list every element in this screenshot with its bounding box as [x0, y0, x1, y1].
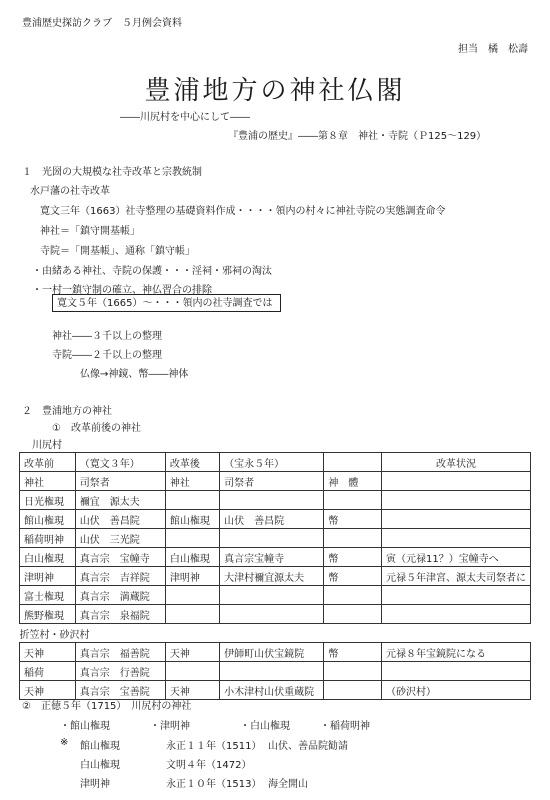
table-cell: 館山権現 — [20, 510, 76, 529]
table-cell — [324, 586, 382, 605]
table-cell: 禰宜 源太夫 — [75, 491, 165, 510]
table-header-row — [20, 453, 531, 472]
section1-subheading: 水戸藩の社寺改革 — [30, 186, 110, 197]
table-cell: 幣 — [324, 510, 382, 529]
table-row — [20, 491, 531, 510]
table-cell: 真言宗 満蔵院 — [75, 586, 165, 605]
table-row — [20, 510, 531, 529]
table-cell: 熊野権現 — [20, 605, 76, 624]
village-row — [20, 624, 531, 643]
header-cell: （寛文３年） — [75, 453, 165, 472]
table-cell: 真言宗 宝幢寺 — [75, 548, 165, 567]
after-line-1: 神社――３千以上の整理 — [52, 331, 162, 342]
section2-heading: ２ 豊浦地方の神社 — [22, 406, 112, 417]
note-date-2: 文明４年（1472） — [166, 760, 252, 771]
table-cell — [381, 472, 530, 491]
table-cell — [381, 662, 530, 681]
table-cell — [381, 510, 530, 529]
table-cell: 神社 — [20, 472, 76, 491]
table-cell — [220, 529, 324, 548]
after-line-3: 仏像→神鏡、幣――神体 — [80, 369, 189, 380]
table-cell: 幣 — [324, 567, 382, 586]
table-cell: 真言宗宝幢寺 — [220, 548, 324, 567]
note-name-3: 津明神 — [80, 779, 110, 790]
note-name-2: 白山権現 — [80, 760, 120, 771]
table-cell: 真言宗 行善院 — [75, 662, 165, 681]
table-cell — [220, 662, 324, 681]
table-cell — [165, 662, 219, 681]
table-cell — [165, 586, 219, 605]
table-cell: 寅（元禄11？）宝幢寺へ — [381, 548, 530, 567]
header-cell: （宝永５年） — [220, 453, 324, 472]
page-subtitle: ――川尻村を中心にして―― — [120, 112, 250, 123]
table-row — [20, 662, 531, 681]
table-cell: 真言宗 泉福院 — [75, 605, 165, 624]
section1-line-5: ・一村一鎮守制の確立、神仏習合の排除 — [32, 285, 212, 296]
village-label-orikasa: 折笠村・砂沢村 — [20, 624, 531, 643]
table-cell — [165, 529, 219, 548]
note-name-1: 館山権現 — [80, 741, 120, 752]
table-cell — [324, 681, 382, 700]
shrine-list: ・館山権現 ・津明神 ・白山権現 ・稲荷明神 — [60, 721, 370, 732]
table-cell: （砂沢村） — [381, 681, 530, 700]
table-cell: 山伏 三光院 — [75, 529, 165, 548]
table-cell: 津明神 — [20, 567, 76, 586]
table-cell — [324, 529, 382, 548]
table-cell — [165, 491, 219, 510]
after-line-2: 寺院――２千以上の整理 — [52, 350, 162, 361]
section1-line-3: 寺院＝「開基帳」、通称「鎮守帳」 — [40, 246, 195, 257]
table-cell: 富士権現 — [20, 586, 76, 605]
table-cell: 天神 — [165, 681, 219, 700]
table-row — [20, 567, 531, 586]
table-cell: 真言宗 宝善院 — [75, 681, 165, 700]
table-cell: 稲荷 — [20, 662, 76, 681]
section1-heading: １ 光圀の大規模な社寺改革と宗教統制 — [22, 167, 202, 178]
table-row — [20, 643, 531, 662]
table-cell: 伊師町山伏宝鏡院 — [220, 643, 324, 662]
table-cell: 白山権現 — [20, 548, 76, 567]
table-cell: 神 體 — [324, 472, 382, 491]
source-reference: 『豊浦の歴史』――第８章 神社・寺院（Ｐ125～129） — [228, 131, 487, 142]
table-cell: 大津村禰宜源太夫 — [220, 567, 324, 586]
table-cell — [381, 605, 530, 624]
note-date-3: 永正１０年（1513） — [166, 779, 262, 790]
section1-line-2: 神社＝「鎮守開基帳」 — [40, 226, 140, 237]
note-date-1: 永正１１年（1511） — [166, 741, 262, 752]
table-cell: 真言宗 吉祥院 — [75, 567, 165, 586]
highlight-box: 寛文５年（1665）～・・・領内の社寺調査では — [52, 294, 281, 312]
table-cell: 幣 — [324, 643, 382, 662]
table-cell: 司祭者 — [75, 472, 165, 491]
table-row — [20, 548, 531, 567]
table-cell: 稲荷明神 — [20, 529, 76, 548]
table-cell: 小木津村山伏重蔵院 — [220, 681, 324, 700]
table-cell: 山伏 善昌院 — [220, 510, 324, 529]
table-cell: 日光権現 — [20, 491, 76, 510]
table-row — [20, 605, 531, 624]
header-cell: 改革前 — [20, 453, 76, 472]
table-row — [20, 586, 531, 605]
note-mark: ※ — [60, 737, 69, 748]
page-title: 豊浦地方の神社仏閣 — [144, 76, 406, 106]
table-cell: 山伏 善昌院 — [75, 510, 165, 529]
village-label-kawajiri: 川尻村 — [32, 440, 62, 451]
table-cell — [220, 491, 324, 510]
table-cell: 津明神 — [165, 567, 219, 586]
table-row — [20, 472, 531, 491]
table-cell — [220, 586, 324, 605]
table-cell — [381, 491, 530, 510]
table-cell — [220, 605, 324, 624]
section1-line-1: 寛文三年（1663）社寺整理の基礎資料作成・・・・領内の村々に神社寺院の実態調査命令 — [40, 206, 446, 217]
table-cell: 幣 — [324, 548, 382, 567]
section2-subheading-1: ① 改革前後の神社 — [52, 423, 141, 434]
table-cell: 元禄８年宝鏡院になる — [381, 643, 530, 662]
table-row — [20, 529, 531, 548]
note-text-3: 海全開山 — [268, 779, 308, 790]
table-cell: 天神 — [20, 643, 76, 662]
header-cell: 改革状況 — [381, 453, 530, 472]
table-cell: 真言宗 福善院 — [75, 643, 165, 662]
table-cell — [381, 529, 530, 548]
section1-line-4: ・由緒ある神社、寺院の保護・・・淫祠・邪祠の淘汰 — [32, 266, 272, 277]
table-cell: 司祭者 — [220, 472, 324, 491]
table-cell — [381, 586, 530, 605]
table-cell: 元禄５年津宮、源太夫司祭者に — [381, 567, 530, 586]
table-cell: 天神 — [165, 643, 219, 662]
table-cell: 館山権現 — [165, 510, 219, 529]
table-cell — [324, 605, 382, 624]
table-cell: 神社 — [165, 472, 219, 491]
table-cell: 天神 — [20, 681, 76, 700]
shrine-reform-table — [19, 452, 531, 700]
header-person-in-charge: 担当 橘 松壽 — [458, 44, 528, 55]
header-cell: 改革後 — [165, 453, 219, 472]
note-text-1: 山伏、善品院勧請 — [268, 741, 348, 752]
table-cell — [324, 662, 382, 681]
table-cell — [324, 491, 382, 510]
table-cell: 白山権現 — [165, 548, 219, 567]
header-club-name: 豊浦歴史探訪クラブ ５月例会資料 — [22, 18, 182, 29]
section2-subheading-2: ② 正徳５年（1715） 川尻村の神社 — [22, 701, 192, 712]
table-cell — [165, 605, 219, 624]
header-cell — [324, 453, 382, 472]
